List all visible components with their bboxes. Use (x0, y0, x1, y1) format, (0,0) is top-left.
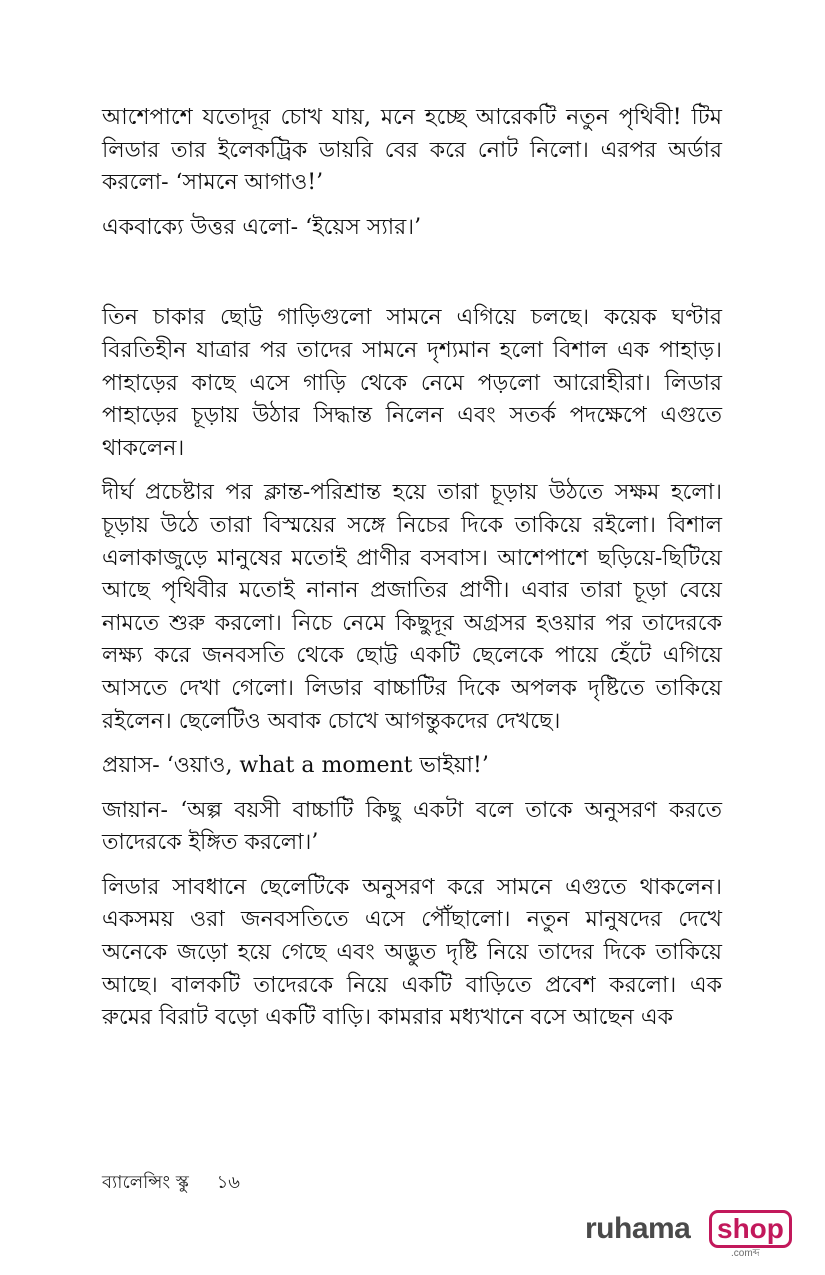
paragraph-3: তিন চাকার ছোট্ট গাড়িগুলো সামনে এগিয়ে চলছে। কয়েক ঘণ্টার বিরতিহীন যাত্রার পর তাদের সামনে দৃশ্যমান হলো বিশাল এক পাহাড়। পাহাড়ের কাছে এসে গাড়ি থেকে নেমে পড়লো আরোহীরা। লিডার পাহাড়ের চূড়ায় উঠার সিদ্ধান্ত নিলেন এবং সতর্ক পদক্ষেপে এগুতে থাকলেন। (102, 305, 722, 461)
page-number: ১৬ (216, 1172, 240, 1193)
paragraph-6: জায়ান- ‘অল্প বয়সী বাচ্চাটি কিছু একটা বলে তাকে অনুসরণ করতে তাদেরকে ইঙ্গিত করলো।’ (102, 797, 722, 856)
logo-text-domain: .comব্দ (731, 1248, 760, 1259)
paragraph-4: দীর্ঘ প্রচেষ্টার পর ক্লান্ত-পরিশ্রান্ত হয়ে তারা চূড়ায় উঠতে সক্ষম হলো। চূড়ায় উঠে তারা বিস্ময়ের সঙ্গে নিচের দিকে তাকিয়ে রইলো। বিশাল এলাকাজুড়ে মানুষের মতোই প্রাণীর বসবাস। আশেপাশে ছড়িয়ে-ছিটিয়ে আছে পৃথিবীর মতোই নানান প্রজাতির প্রাণী। এবার তারা চূড়া বেয়ে নামতে শুরু করলো। নিচে নেমে কিছুদূর অগ্রসর হওয়ার পর তাদেরকে লক্ষ্য করে জনবসতি থেকে ছোট্ট একটি ছেলেকে পায়ে হেঁটে এগিয়ে আসতে দেখা গেলো। লিডার বাচ্চাটির দিকে অপলক দৃষ্টিতে তাকিয়ে রইলেন। ছেলেটিও অবাক চোখে আগন্তুকদের দেখছে। (102, 480, 722, 734)
paragraph-2: একবাক্যে উত্তর এলো- ‘ইয়েস স্যার।’ (102, 214, 422, 240)
paragraph-1: আশেপাশে যতোদূর চোখ যায়, মনে হচ্ছে আরেকটি নতুন পৃথিবী! টিম লিডার তার ইলেকট্রিক ডায়রি বের করে নোট নিলো। এরপর অর্ডার করলো- ‘সামনে আগাও!’ (102, 105, 722, 196)
ruhamashop-logo (585, 1208, 784, 1259)
paragraph-5: প্রয়াস- ‘ওয়াও, what a moment ভাইয়া!’ (102, 753, 489, 779)
book-title: ব্যালেন্সিং স্কু (102, 1172, 189, 1193)
logo-text-ruhama: ruhama (585, 1212, 691, 1245)
page-footer (102, 1168, 240, 1199)
logo-text-shop: shop (709, 1210, 792, 1248)
page-body (102, 102, 722, 1035)
paragraph-7: লিডার সাবধানে ছেলেটিকে অনুসরণ করে সামনে এগুতে থাকলেন। একসময় ওরা জনবসতিতে এসে পৌঁছালো। নতুন মানুষদের দেখে অনেকে জড়ো হয়ে গেছে এবং অদ্ভুত দৃষ্টি নিয়ে তাদের দিকে তাকিয়ে আছে। বালকটি তাদেরকে নিয়ে একটি বাড়িতে প্রবেশ করলো। এক রুমের বিরাট বড়ো একটি বাড়ি। কামরার মধ্যখানে বসে আছেন এক (102, 874, 722, 1031)
